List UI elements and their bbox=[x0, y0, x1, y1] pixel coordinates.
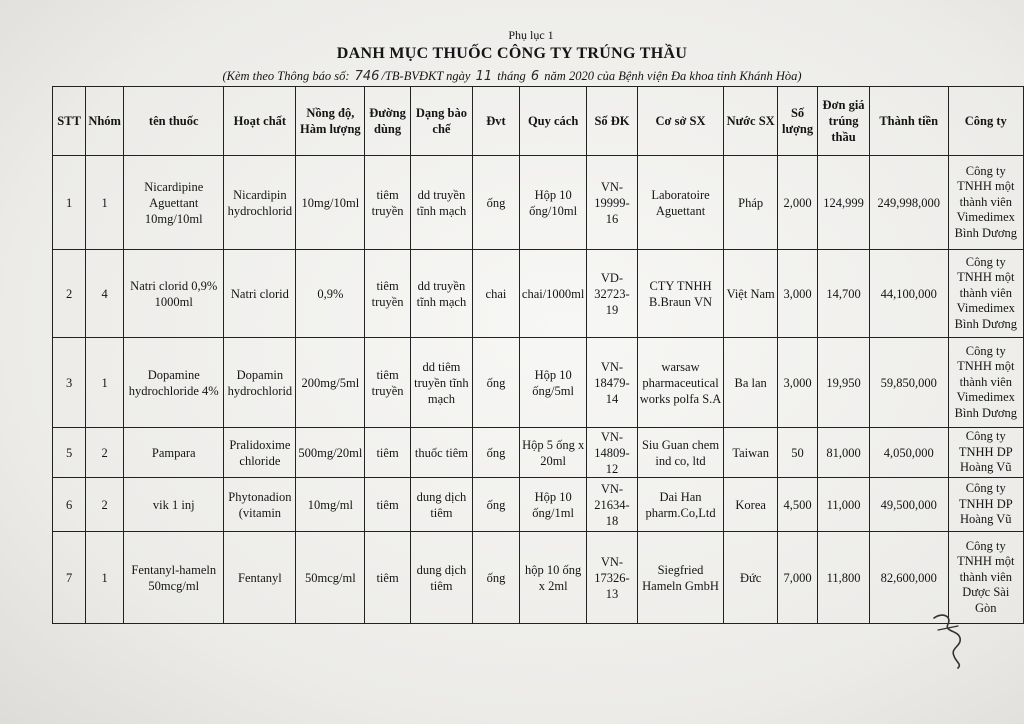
subtitle-mid1: /TB-BVĐKT ngày bbox=[381, 69, 471, 83]
table-cell: thuốc tiêm bbox=[410, 428, 472, 478]
table-cell: Công ty TNHH DP Hoàng Vũ bbox=[948, 478, 1023, 532]
table-cell: Fentanyl-hameln 50mcg/ml bbox=[124, 532, 224, 624]
table-row bbox=[53, 156, 1024, 250]
table-cell: 1 bbox=[53, 156, 86, 250]
subtitle-mid2: tháng bbox=[497, 69, 526, 83]
table-cell: Natri clorid bbox=[224, 250, 296, 338]
table-cell: tiêm bbox=[365, 532, 411, 624]
table-cell: Siu Guan chem ind co, ltd bbox=[637, 428, 724, 478]
table-cell: Ba lan bbox=[724, 338, 777, 428]
table-cell: 81,000 bbox=[818, 428, 870, 478]
col-header: Nước SX bbox=[724, 87, 777, 156]
col-header: Quy cách bbox=[519, 87, 587, 156]
table-cell: 500mg/20ml bbox=[296, 428, 365, 478]
table-cell: 49,500,000 bbox=[869, 478, 948, 532]
notice-day: 11 bbox=[475, 69, 493, 84]
table-cell: VN-19999-16 bbox=[587, 156, 637, 250]
table-cell: Dopamine hydrochloride 4% bbox=[124, 338, 224, 428]
table-cell: Korea bbox=[724, 478, 777, 532]
col-header: Đvt bbox=[473, 87, 520, 156]
col-header: Đơn giá trúng thầu bbox=[818, 87, 870, 156]
table-cell: 249,998,000 bbox=[869, 156, 948, 250]
table-cell: 10mg/ml bbox=[296, 478, 365, 532]
table-cell: 2 bbox=[53, 250, 86, 338]
table-cell: Pralidoxime chloride bbox=[224, 428, 296, 478]
table-cell: 0,9% bbox=[296, 250, 365, 338]
table-cell: Pampara bbox=[124, 428, 224, 478]
table-cell: Hộp 5 ống x 20ml bbox=[519, 428, 587, 478]
table-cell: 3,000 bbox=[777, 338, 817, 428]
table-cell: chai/1000ml bbox=[519, 250, 587, 338]
col-header: Cơ sở SX bbox=[637, 87, 724, 156]
table-cell: 2,000 bbox=[777, 156, 817, 250]
table-row bbox=[53, 478, 1024, 532]
table-cell: 7 bbox=[53, 532, 86, 624]
col-header: Hoạt chất bbox=[224, 87, 296, 156]
table-cell: 19,950 bbox=[818, 338, 870, 428]
table-cell: 44,100,000 bbox=[869, 250, 948, 338]
col-header: Nồng độ, Hàm lượng bbox=[296, 87, 365, 156]
table-cell: dung dịch tiêm bbox=[410, 478, 472, 532]
initials-signature bbox=[928, 610, 968, 670]
table-cell: 1 bbox=[86, 156, 124, 250]
table-cell: dd truyền tĩnh mạch bbox=[410, 156, 472, 250]
notice-month: 6 bbox=[530, 69, 540, 84]
table-cell: Laboratoire Aguettant bbox=[637, 156, 724, 250]
table-cell: 3 bbox=[53, 338, 86, 428]
table-cell: tiêm bbox=[365, 478, 411, 532]
table-cell: warsaw pharmaceutical works polfa S.A bbox=[637, 338, 724, 428]
table-cell: Pháp bbox=[724, 156, 777, 250]
table-cell: tiêm truyền bbox=[365, 156, 411, 250]
table-cell: Công ty TNHH một thành viên Vimedimex Bình Dương bbox=[948, 156, 1023, 250]
table-cell: Phytonadion (vitamin bbox=[224, 478, 296, 532]
table-cell: Công ty TNHH một thành viên Dược Sài Gòn bbox=[948, 532, 1023, 624]
table-cell: Dopamin hydrochlorid bbox=[224, 338, 296, 428]
table-cell: 124,999 bbox=[818, 156, 870, 250]
table-cell: 14,700 bbox=[818, 250, 870, 338]
table-cell: dd truyền tĩnh mạch bbox=[410, 250, 472, 338]
table-cell: ống bbox=[473, 478, 520, 532]
table-cell: 10mg/10ml bbox=[296, 156, 365, 250]
table-cell: 5 bbox=[53, 428, 86, 478]
table-cell: tiêm bbox=[365, 428, 411, 478]
table-cell: 50mcg/ml bbox=[296, 532, 365, 624]
table-cell: Công ty TNHH DP Hoàng Vũ bbox=[948, 428, 1023, 478]
table-cell: dung dịch tiêm bbox=[410, 532, 472, 624]
table-cell: Hộp 10 ống/1ml bbox=[519, 478, 587, 532]
table-cell: ống bbox=[473, 338, 520, 428]
subtitle-prefix: (Kèm theo Thông báo số: bbox=[222, 69, 350, 83]
col-header: Công ty bbox=[948, 87, 1023, 156]
drug-table bbox=[52, 86, 1024, 624]
table-cell: 4,050,000 bbox=[869, 428, 948, 478]
table-row bbox=[53, 250, 1024, 338]
table-cell: tiêm truyền bbox=[365, 338, 411, 428]
table-header-row bbox=[53, 87, 1024, 156]
table-cell: VD-32723-19 bbox=[587, 250, 637, 338]
table-cell: 82,600,000 bbox=[869, 532, 948, 624]
table-cell: 2 bbox=[86, 428, 124, 478]
table-cell: VN-17326-13 bbox=[587, 532, 637, 624]
notice-number: 746 bbox=[354, 69, 380, 84]
table-cell: 59,850,000 bbox=[869, 338, 948, 428]
col-header: Nhóm bbox=[86, 87, 124, 156]
col-header: Số lượng bbox=[777, 87, 817, 156]
table-row bbox=[53, 428, 1024, 478]
table-cell: 4,500 bbox=[777, 478, 817, 532]
table-cell: 11,000 bbox=[818, 478, 870, 532]
table-cell: VN-21634-18 bbox=[587, 478, 637, 532]
table-cell: CTY TNHH B.Braun VN bbox=[637, 250, 724, 338]
table-cell: 50 bbox=[777, 428, 817, 478]
table-row bbox=[53, 338, 1024, 428]
table-cell: Công ty TNHH một thành viên Vimedimex Bình Dương bbox=[948, 250, 1023, 338]
table-cell: Đức bbox=[724, 532, 777, 624]
table-cell: 6 bbox=[53, 478, 86, 532]
table-cell: chai bbox=[473, 250, 520, 338]
document-subtitle bbox=[0, 67, 1024, 86]
table-cell: ống bbox=[473, 532, 520, 624]
table-cell: VN-18479-14 bbox=[587, 338, 637, 428]
table-cell: 1 bbox=[86, 532, 124, 624]
table-cell: ống bbox=[473, 428, 520, 478]
table-cell: Hộp 10 ống/5ml bbox=[519, 338, 587, 428]
table-cell: VN-14809-12 bbox=[587, 428, 637, 478]
col-header: STT bbox=[53, 87, 86, 156]
table-cell: 1 bbox=[86, 338, 124, 428]
table-cell: 3,000 bbox=[777, 250, 817, 338]
col-header: Đường dùng bbox=[365, 87, 411, 156]
table-cell: tiêm truyền bbox=[365, 250, 411, 338]
table-cell: 7,000 bbox=[777, 532, 817, 624]
col-header: Thành tiền bbox=[869, 87, 948, 156]
table-cell: vik 1 inj bbox=[124, 478, 224, 532]
col-header: Số ĐK bbox=[587, 87, 637, 156]
table-cell: Dai Han pharm.Co,Ltd bbox=[637, 478, 724, 532]
table-cell: Việt Nam bbox=[724, 250, 777, 338]
table-cell: Fentanyl bbox=[224, 532, 296, 624]
table-cell: Siegfried Hameln GmbH bbox=[637, 532, 724, 624]
document-header bbox=[0, 28, 1024, 86]
table-cell: hộp 10 ống x 2ml bbox=[519, 532, 587, 624]
table-cell: Taiwan bbox=[724, 428, 777, 478]
col-header: Dạng bào chế bbox=[410, 87, 472, 156]
table-cell: Công ty TNHH một thành viên Vimedimex Bình Dương bbox=[948, 338, 1023, 428]
col-header: tên thuốc bbox=[124, 87, 224, 156]
table-cell: Natri clorid 0,9% 1000ml bbox=[124, 250, 224, 338]
table-cell: dd tiêm truyền tĩnh mạch bbox=[410, 338, 472, 428]
table-cell: Hộp 10 ống/10ml bbox=[519, 156, 587, 250]
table-cell: 2 bbox=[86, 478, 124, 532]
table-cell: 4 bbox=[86, 250, 124, 338]
subtitle-suffix: năm 2020 của Bệnh viện Đa khoa tỉnh Khánh Hòa) bbox=[544, 69, 802, 83]
table-cell: Nicardipine Aguettant 10mg/10ml bbox=[124, 156, 224, 250]
appendix-label: Phụ lục 1 bbox=[508, 28, 554, 42]
table-cell: 11,800 bbox=[818, 532, 870, 624]
table-cell: 200mg/5ml bbox=[296, 338, 365, 428]
table-cell: Nicardipin hydrochlorid bbox=[224, 156, 296, 250]
table-cell: ống bbox=[473, 156, 520, 250]
table-row bbox=[53, 532, 1024, 624]
document-title: DANH MỤC THUỐC CÔNG TY TRÚNG THẦU bbox=[336, 45, 688, 62]
